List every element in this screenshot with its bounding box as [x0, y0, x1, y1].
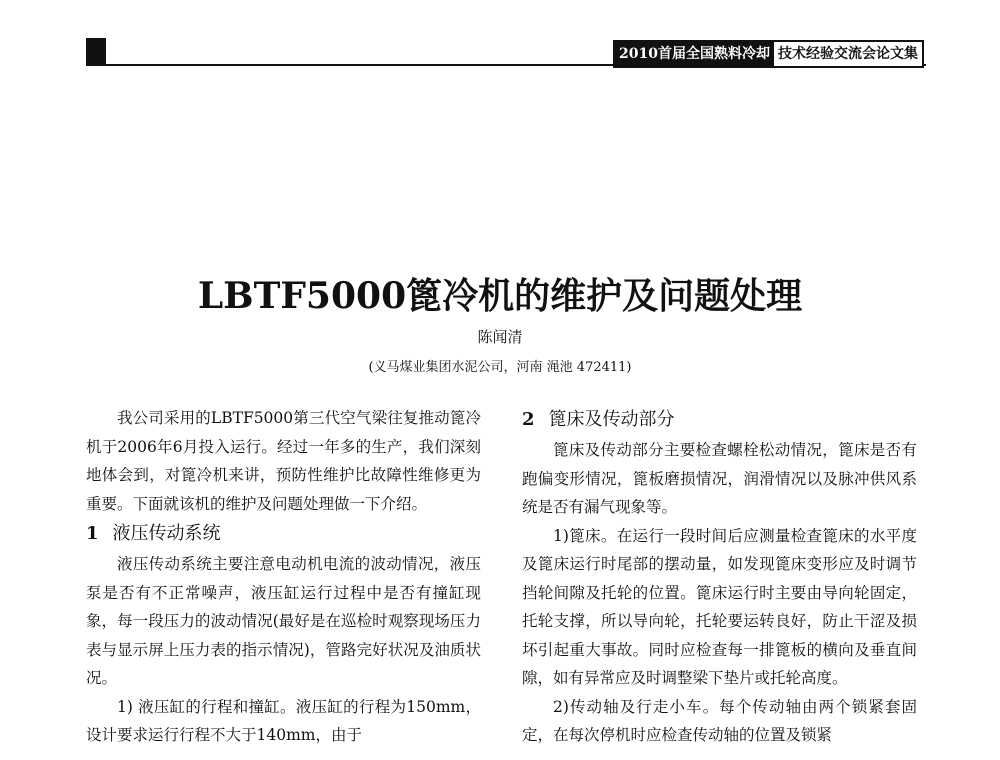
running-header [613, 40, 924, 68]
section-2-heading [522, 404, 917, 436]
intro-paragraph: 我公司采用的LBTF5000第三代空气梁往复推动篦冷机于2006年6月投入运行。经过一年多的生产，我们深刻地体会到，对篦冷机来讲，预防性维护比故障性维修更为重要。下面就该机的维护及问题处理做一下介绍。 [86, 409, 481, 513]
section-1-title: 液压传动系统 [112, 523, 221, 544]
header-black-marker [86, 38, 106, 66]
section-2-paragraph-2: 1)篦床。在运行一段时间后应测量检查篦床的水平度及篦床运行时尾部的摆动量，如发现篦床变形应及时调节挡轮间隙及托轮的位置。篦床运行时主要由导向轮固定，托轮支撑，所以导向轮，托轮要运转良好，防止干涩及损坏引起重大事故。同时应检查每一排篦板的横向及垂直间隙，如有异常应及时调整梁下垫片或托轮高度。 [522, 526, 917, 687]
section-2-number: 2 [522, 409, 535, 430]
section-1-heading [86, 518, 481, 550]
section-1-paragraph-2: 1) 液压缸的行程和撞缸。液压缸的行程为150mm，设计要求运行行程不大于140mm，由于 [86, 697, 481, 744]
right-column [522, 404, 917, 750]
section-2-paragraph-1: 篦床及传动部分主要检查螺栓松动情况，篦床是否有跑偏变形情况，篦板磨损情况，润滑情况以及脉冲供风系统是否有漏气现象等。 [522, 441, 917, 516]
header-journal-part2: 技术经验交流会论文集 [774, 42, 922, 66]
section-2-title: 篦床及传动部分 [548, 409, 675, 430]
left-column [86, 404, 481, 750]
header-journal-part1: 2010首届全国熟料冷却 [615, 42, 774, 66]
section-2-paragraph-3: 2)传动轴及行走小车。每个传动轴由两个锁紧套固定，在每次停机时应检查传动轴的位置及锁紧 [522, 697, 917, 744]
paper-title: LBTF5000篦冷机的维护及问题处理 [197, 275, 803, 317]
paper-affiliation: (义马煤业集团水泥公司，河南 渑池 472411) [368, 360, 632, 375]
section-1-number: 1 [86, 523, 99, 544]
paper-author: 陈闻清 [477, 328, 523, 346]
section-1-paragraph-1: 液压传动系统主要注意电动机电流的波动情况，液压泵是否有不正常噪声，液压缸运行过程中是否有撞缸现象，每一段压力的波动情况(最好是在巡检时观察现场压力表与显示屏上压力表的指示情况)，管路完好状况及油质状况。 [86, 555, 481, 687]
